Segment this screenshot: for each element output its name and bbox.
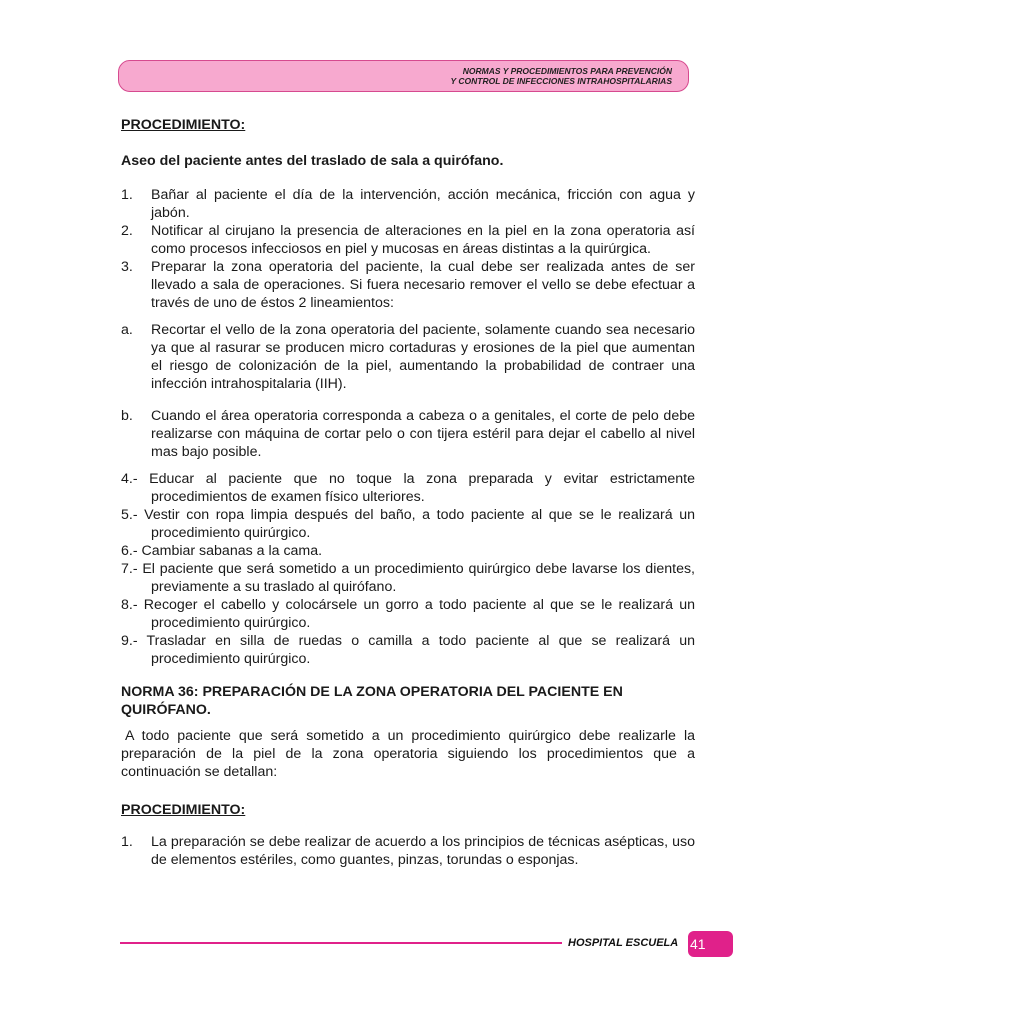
list-item: 4.- Educar al paciente que no toque la zona preparada y evitar estrictamente procedimientos de examen físico ulteriores. [121, 471, 695, 505]
dashed-numbered-list [121, 470, 695, 668]
footer-label: HOSPITAL ESCUELA [568, 937, 679, 949]
section-subheading: Aseo del paciente antes del traslado de sala a quirófano. [121, 153, 504, 169]
running-header [118, 60, 689, 92]
page-number: 41 [688, 931, 733, 957]
list-item: 1. Bañar al paciente el día de la intervención, acción mecánica, fricción con agua y jabón. [121, 187, 695, 221]
list-item: 9.- Trasladar en silla de ruedas o camilla a todo paciente al que se realizará un procedimiento quirúrgico. [121, 633, 695, 667]
list-item: 3. Preparar la zona operatoria del paciente, la cual debe ser realizada antes de ser llevado a sala de operaciones. Si fuera necesario remover el vello se debe efectuar a través de uno de éstos 2 lineamientos: [121, 259, 695, 311]
numbered-list [121, 833, 695, 869]
list-item: 1. La preparación se debe realizar de acuerdo a los principios de técnicas asépticas, uso de elementos estériles, como guantes, pinzas, torundas o esponjas. [121, 834, 695, 868]
norma-title: NORMA 36: PREPARACIÓN DE LA ZONA OPERATORIA DEL PACIENTE EN QUIRÓFANO. [121, 684, 623, 718]
list-item: 2. Notificar al cirujano la presencia de alteraciones en la piel en la zona operatoria así como procesos infecciosos en piel y mucosas en áreas distintas a la quirúrgica. [121, 223, 695, 257]
list-item: 8.- Recoger el cabello y colocársele un gorro a todo paciente al que se le realizará un procedimiento quirúrgico. [121, 597, 695, 631]
list-item: b. Cuando el área operatoria corresponda a cabeza o a genitales, el corte de pelo debe realizarse con máquina de cortar pelo o con tijera estéril para dejar el cabello al nivel mas bajo posible. [121, 408, 695, 460]
header-line-1: NORMAS Y PROCEDIMIENTOS PARA PREVENCIÓN [462, 66, 672, 76]
list-item: a. Recortar el vello de la zona operatoria del paciente, solamente cuando sea necesario ya que al rasurar se producen micro cortaduras y erosiones de la piel que aumentan el riesgo de colonización de la piel, aumentando la probabilidad de contraer una infección intrahospitalaria (IIH). [121, 322, 695, 392]
section-heading: PROCEDIMIENTO: [121, 802, 246, 818]
lettered-list [121, 321, 695, 461]
norma-intro: A todo paciente que será sometido a un procedimiento quirúrgico debe realizarle la preparación de la piel de la zona operatoria siguiendo los procedimientos que a continuación se detallan: [121, 728, 695, 780]
list-item: 7.- El paciente que será sometido a un procedimiento quirúrgico debe lavarse los dientes, previamente a su traslado al quirófano. [121, 561, 695, 595]
list-item: 5.- Vestir con ropa limpia después del baño, a todo paciente al que se le realizará un procedimiento quirúrgico. [121, 507, 695, 541]
header-text [451, 66, 673, 86]
section-heading: PROCEDIMIENTO: [121, 117, 246, 133]
footer-rule [120, 942, 562, 944]
numbered-list [121, 186, 695, 312]
list-item: 6.- Cambiar sabanas a la cama. [121, 543, 323, 559]
page-content [121, 116, 695, 869]
header-line-2: Y CONTROL DE INFECCIONES INTRAHOSPITALARIAS [450, 76, 672, 86]
